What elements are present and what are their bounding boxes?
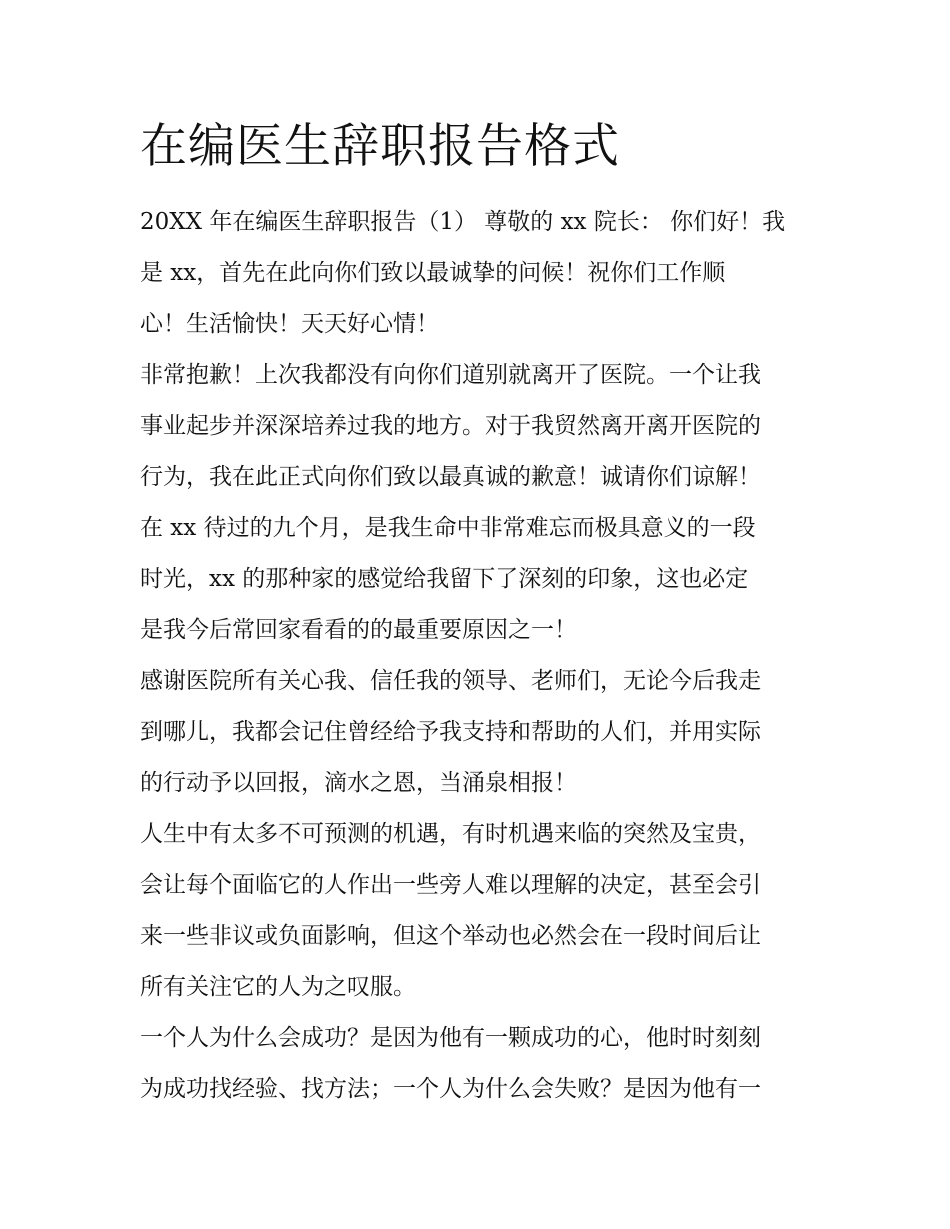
body-line: 时光，xx 的那种家的感觉给我留下了深刻的印象，这也必定 — [140, 566, 749, 592]
body-line: 到哪儿，我都会记住曾经给予我支持和帮助的人们，并用实际 — [140, 719, 761, 745]
body-line: 会让每个面临它的人作出一些旁人难以理解的决定，甚至会引 — [140, 872, 761, 898]
body-line: 行为，我在此正式向你们致以最真诚的歉意！诚请你们谅解！ — [140, 464, 761, 490]
body-line: 为成功找经验、找方法；一个人为什么会失败？是因为他有一 — [140, 1076, 761, 1102]
document-title: 在编医生辞职报告格式 — [140, 119, 620, 174]
body-line: 的行动予以回报，滴水之恩，当涌泉相报！ — [140, 770, 577, 796]
body-line: 20XX 年在编医生辞职报告（1） 尊敬的 xx 院长： 你们好！我 — [140, 209, 786, 235]
body-line: 事业起步并深深培养过我的地方。对于我贸然离开离开医院的 — [140, 413, 761, 439]
body-line: 是我今后常回家看看的的最重要原因之一！ — [140, 617, 577, 643]
body-line: 所有关注它的人为之叹服。 — [140, 974, 416, 1000]
body-line: 是 xx，首先在此向你们致以最诚挚的问候！祝你们工作顺 — [140, 260, 726, 286]
body-line: 心！生活愉快！天天好心情！ — [140, 311, 439, 337]
body-line: 一个人为什么会成功？是因为他有一颗成功的心，他时时刻刻 — [140, 1025, 761, 1051]
body-line: 在 xx 待过的九个月，是我生命中非常难忘而极具意义的一段 — [140, 515, 756, 541]
body-line: 来一些非议或负面影响，但这个举动也必然会在一段时间后让 — [140, 923, 761, 949]
body-line: 感谢医院所有关心我、信任我的领导、老师们，无论今后我走 — [140, 668, 761, 694]
body-line: 非常抱歉！上次我都没有向你们道别就离开了医院。一个让我 — [140, 362, 761, 388]
document-body — [140, 197, 820, 1115]
body-line: 人生中有太多不可预测的机遇，有时机遇来临的突然及宝贵， — [140, 821, 761, 847]
